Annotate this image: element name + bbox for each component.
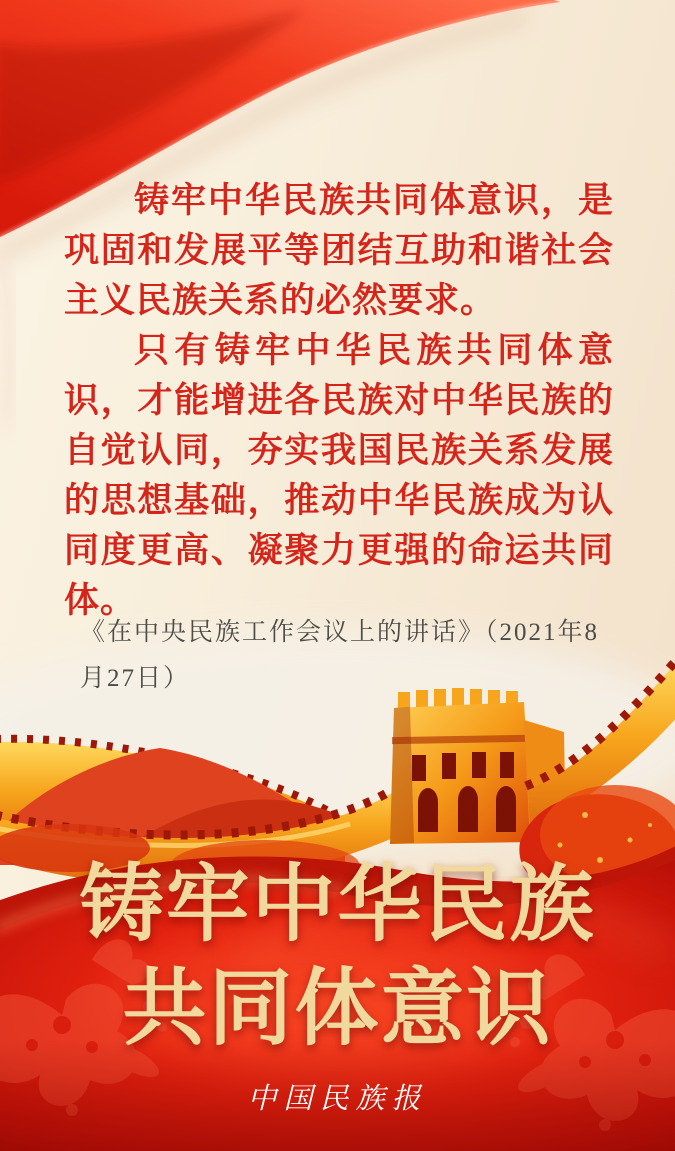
main-title-line-2: 共同体意识	[122, 961, 553, 1055]
quote-text	[64, 176, 614, 626]
main-title	[0, 852, 675, 1060]
quote-paragraph-1: 铸牢中华民族共同体意识，是巩固和发展平等团结互助和谐社会主义民族关系的必然要求。	[64, 181, 614, 320]
main-title-line-1: 铸牢中华民族	[79, 857, 596, 951]
quote-paragraph-2: 只有铸牢中华民族共同体意识，才能增进各民族对中华民族的自觉认同，夯实我国民族关系发展的思想基础，推动中华民族成为认同度更高、凝聚力更强的命运共同体。	[64, 331, 614, 620]
publisher-name: 中国民族报	[247, 1083, 428, 1115]
quote-attribution: 《在中央民族工作会议上的讲话》（2021年8月27日）	[80, 619, 600, 692]
